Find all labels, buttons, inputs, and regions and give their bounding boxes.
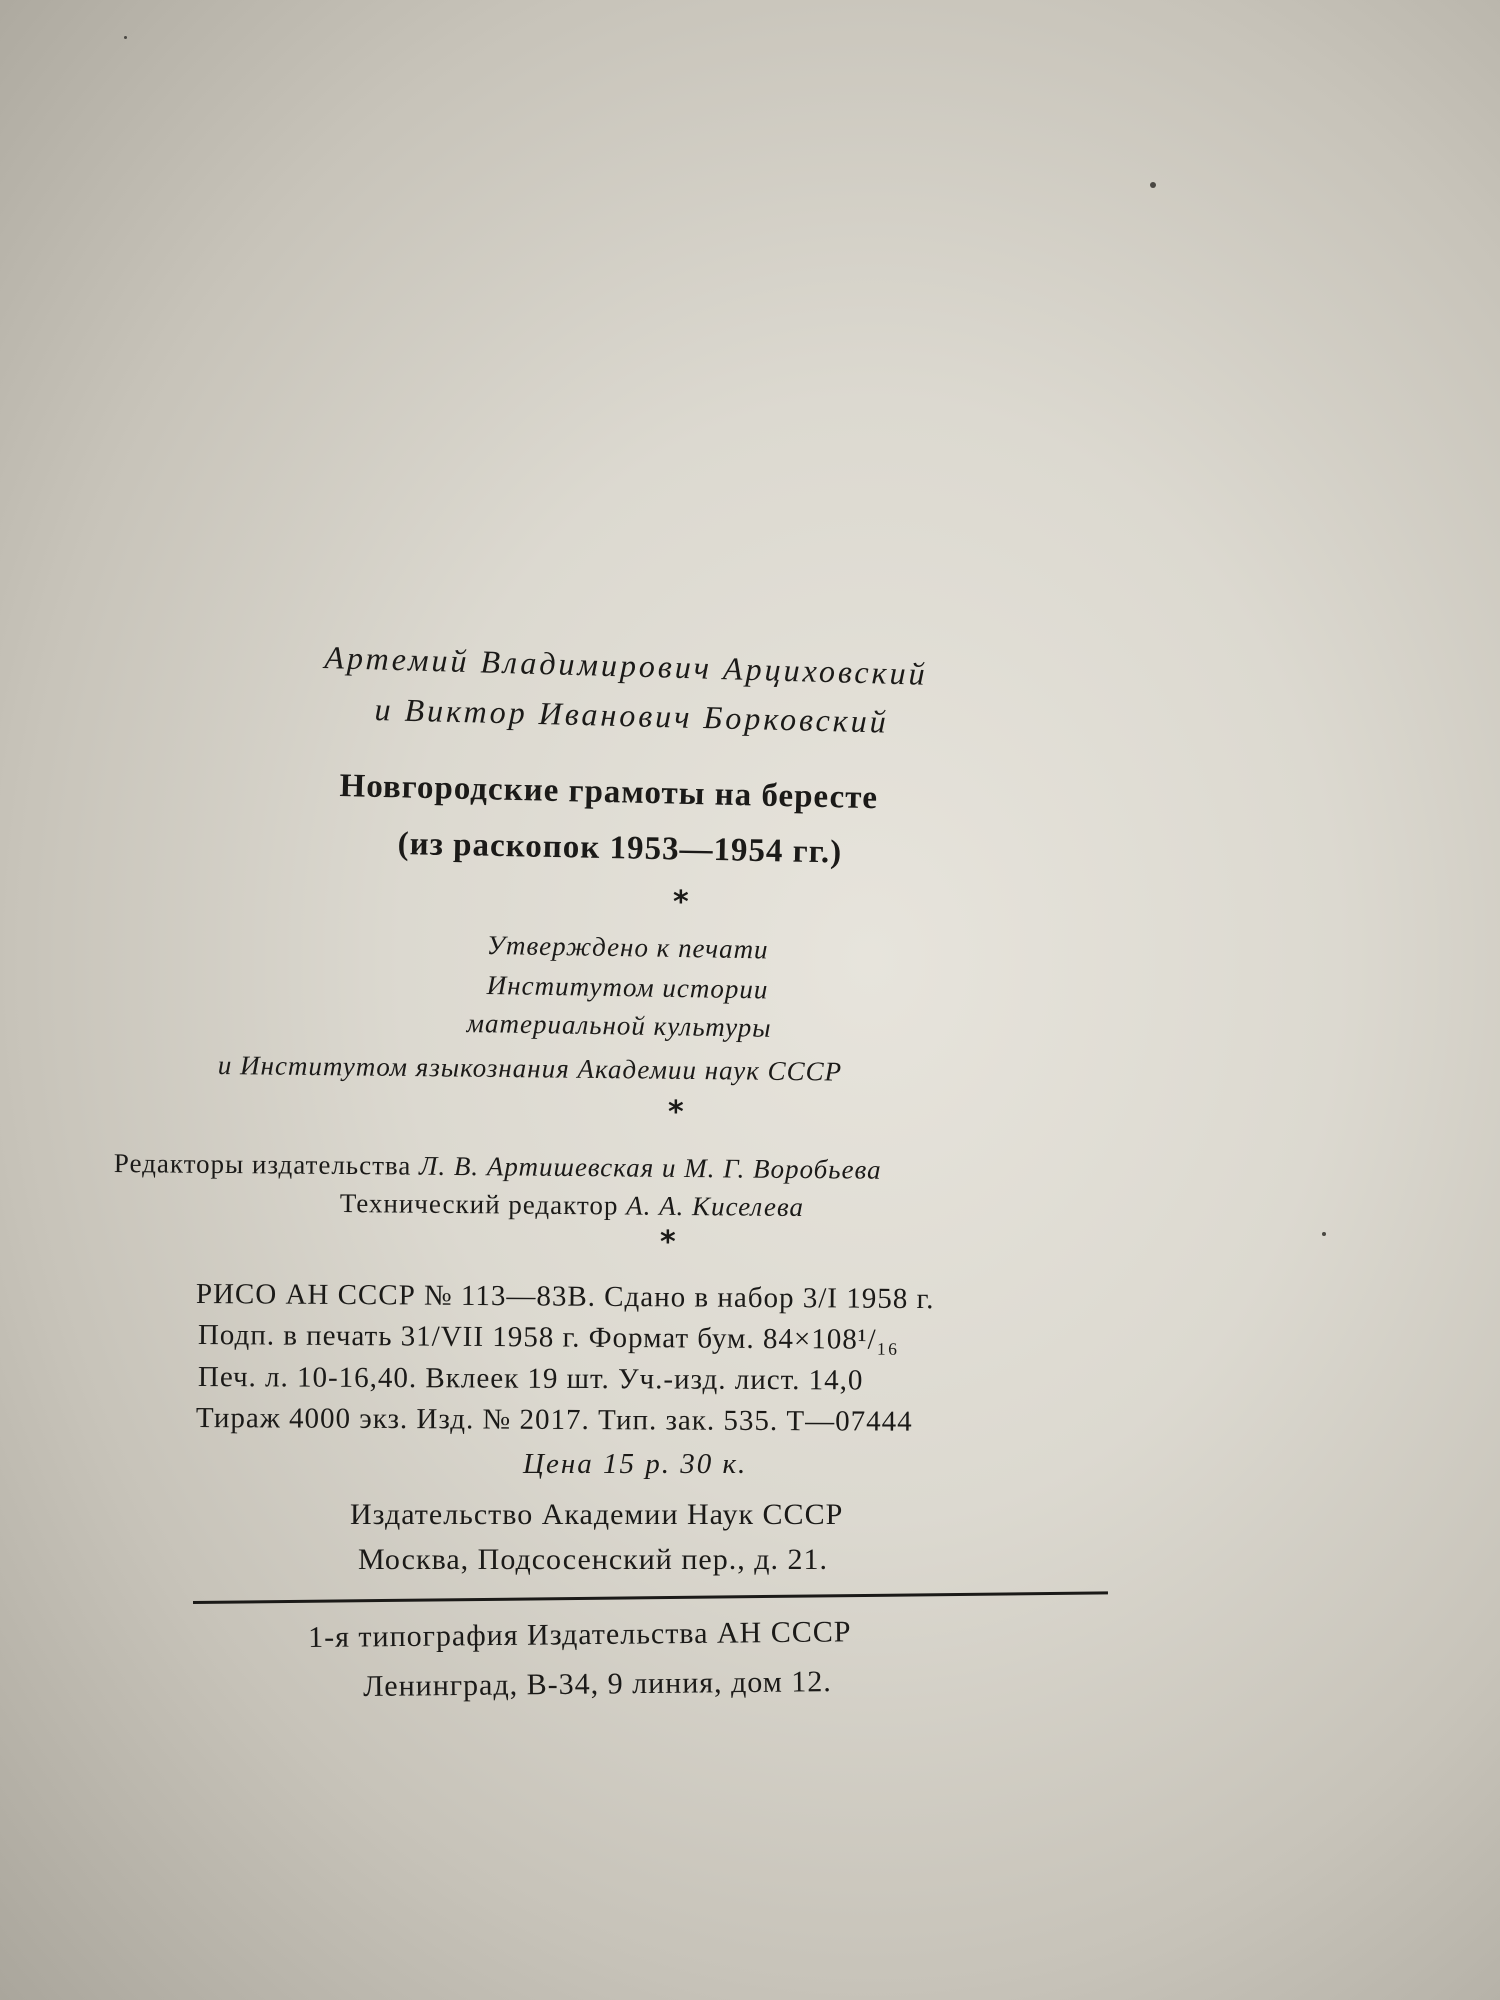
technical-editor-line [340,1190,804,1221]
paper-speck [1322,1232,1326,1236]
publisher-name: Издательство Академии Наук СССР [350,1498,844,1531]
book-title-line-1: Новгородские грамоты на бересте [339,768,879,817]
horizontal-divider [193,1591,1108,1604]
approval-line-4: и Институтом языкознания Академии наук СССР [217,1050,843,1087]
approval-line-1: Утверждено к печати [486,930,769,965]
separator-star: * [668,1095,684,1130]
author-line-1: Артемий Владимирович Арциховский [324,639,929,692]
technical-editor-name: А. А. Киселева [626,1190,805,1223]
publisher-address: Москва, Подсосенский пер., д. 21. [358,1543,828,1576]
book-title-line-2: (из раскопок 1953—1954 гг.) [397,826,843,871]
imprint-line-4: Тираж 4000 экз. Изд. № 2017. Тип. зак. 535. Т—07444 [195,1402,913,1438]
imprint-line-1: РИСО АН СССР № 113—83В. Сдано в набор 3/I 1958 г. [195,1278,935,1316]
printer-name: 1-я типография Издательства АН СССР [307,1615,852,1654]
paper-speck [1150,182,1156,188]
separator-star: * [660,1225,676,1260]
technical-editor-label: Технический редактор [339,1188,619,1221]
author-line-2: и Виктор Иванович Борковский [374,691,890,740]
separator-star: * [673,885,689,920]
imprint-line-2: Подп. в печать 31/VII 1958 г. Формат бум. 84×108¹/₁₆ [197,1319,899,1356]
publishing-editors-label: Редакторы издательства [113,1148,412,1181]
price-line: Цена 15 р. 30 к. [523,1448,748,1480]
imprint-line-3: Печ. л. 10-16,40. Вклеек 19 шт. Уч.-изд. лист. 14,0 [197,1361,864,1397]
publishing-editors-names: Л. В. Артишевская и М. Г. Воробьева [418,1150,882,1185]
printer-address: Ленинград, В-34, 9 линия, дом 12. [362,1665,832,1703]
paper-speck [124,36,127,39]
approval-line-3: материальной культуры [466,1008,772,1043]
approval-line-2: Институтом истории [486,970,769,1005]
publishing-editors-line [114,1150,882,1184]
